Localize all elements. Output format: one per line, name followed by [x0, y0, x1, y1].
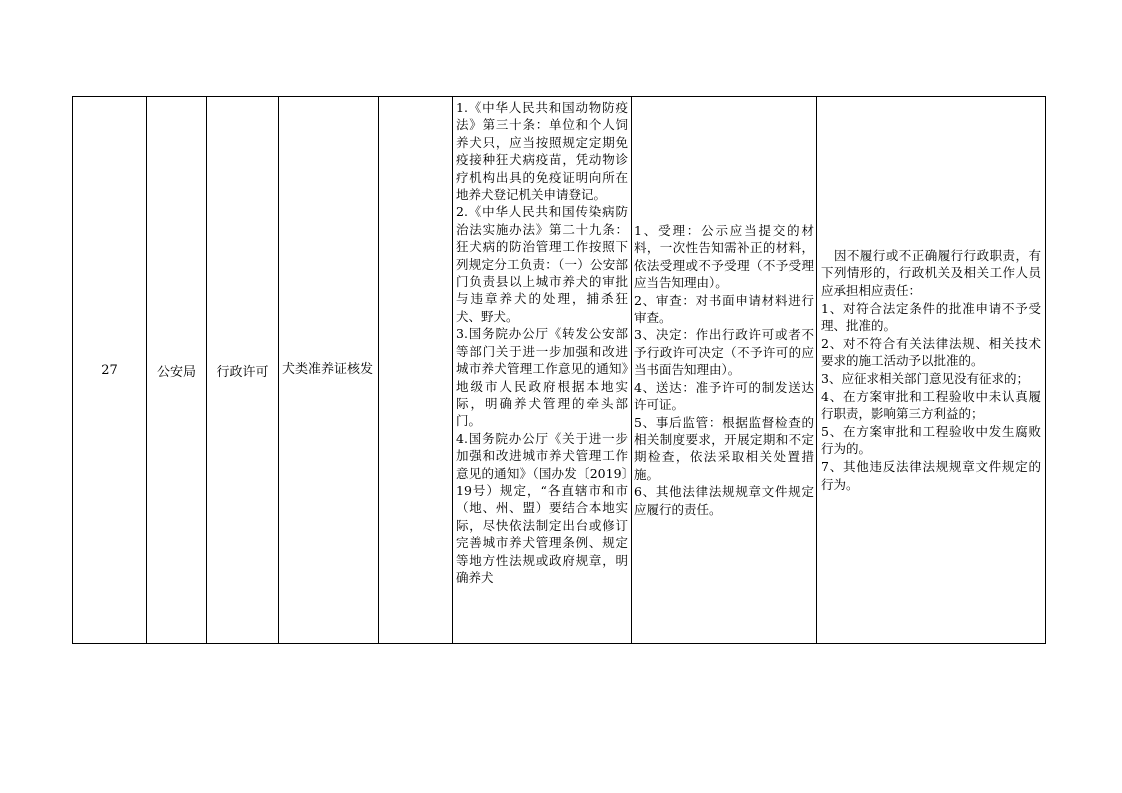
- responsibility-item: 1、受理：公示应当提交的材料，一次性告知需补正的材料，依法受理或不予受理（不予受理应当告知理由）。: [634, 223, 814, 291]
- accountability-item: 4、在方案审批和工程验收中未认真履行职责，影响第三方利益的；: [821, 388, 1041, 422]
- responsibility-table-row: [72, 96, 1046, 644]
- category: 行政许可: [216, 364, 269, 380]
- item-name: 犬类准养证核发: [282, 362, 374, 377]
- accountability-item: 7、其他违反法律法规规章文件规定的行为。: [821, 458, 1041, 492]
- row-number: 27: [101, 362, 118, 378]
- basis-item: 3.国务院办公厅《转发公安部等部门关于进一步加强和改进城市养犬管理工作意见的通知》地级市人民政府根据本地实际，明确养犬管理的牵头部门。: [456, 326, 628, 429]
- responsibility-item: 6、其他法律法规规章文件规定应履行的责任。: [634, 484, 814, 517]
- responsibility-item: 2、审查：对书面申请材料进行审查。: [634, 292, 814, 326]
- department: 公安局: [156, 364, 196, 380]
- basis-item: 2.《中华人民共和国传染病防治法实施办法》第二十九条：狂犬病的防治管理工作按照下列规定分工负责：（一）公安部门负责县以上城市养犬的审批与违章养犬的处理，捕杀狂犬、野犬。: [456, 204, 628, 324]
- accountability-cell: [816, 97, 1045, 643]
- legal-basis-cell: [452, 97, 631, 643]
- accountability-item: 3、应征求相关部门意见没有征求的；: [821, 371, 1029, 386]
- department-cell: [146, 97, 206, 643]
- sub-item-cell: [378, 97, 452, 643]
- accountability-item: 5、在方案审批和工程验收中发生腐败行为的。: [821, 423, 1041, 457]
- basis-item: 4.国务院办公厅《关于进一步加强和改进城市养犬管理工作意见的通知》（国办发〔2019〕19号）规定，“各直辖市和市（地、州、盟）要结合本地实际，尽快依法制定出台或修订完善城市养犬管理条例、规定等地方性法规或政府规章，明确养犬: [456, 430, 628, 585]
- accountability-item: 1、对符合法定条件的批准申请不予受理、批准的。: [821, 300, 1041, 334]
- accountability-item: 2、对不符合有关法律法规、相关技术要求的施工活动予以批准的。: [821, 335, 1041, 369]
- category-cell: [206, 97, 278, 643]
- basis-item: 1.《中华人民共和国动物防疫法》第三十条：单位和个人饲养犬只，应当按照规定定期免疫接种狂犬病疫苗，凭动物诊疗机构出具的免疫证明向所在地养犬登记机关申请登记。: [456, 100, 628, 203]
- responsibility-item: 3、决定：作出行政许可或者不予行政许可决定（不予许可的应当书面告知理由）。: [634, 327, 814, 378]
- responsibility-item: 4、送达：准予许可的制发送达许可证。: [634, 379, 814, 413]
- item-name-cell: [278, 97, 378, 643]
- responsibility-item: 5、事后监管：根据监督检查的相关制度要求，开展定期和不定期检查，依法采取相关处置措施。: [634, 414, 814, 482]
- responsibilities-cell: [631, 97, 816, 643]
- accountability-item: 因不履行或不正确履行行政职责，有下列情形的，行政机关及相关工作人员应承担相应责任：: [821, 247, 1041, 299]
